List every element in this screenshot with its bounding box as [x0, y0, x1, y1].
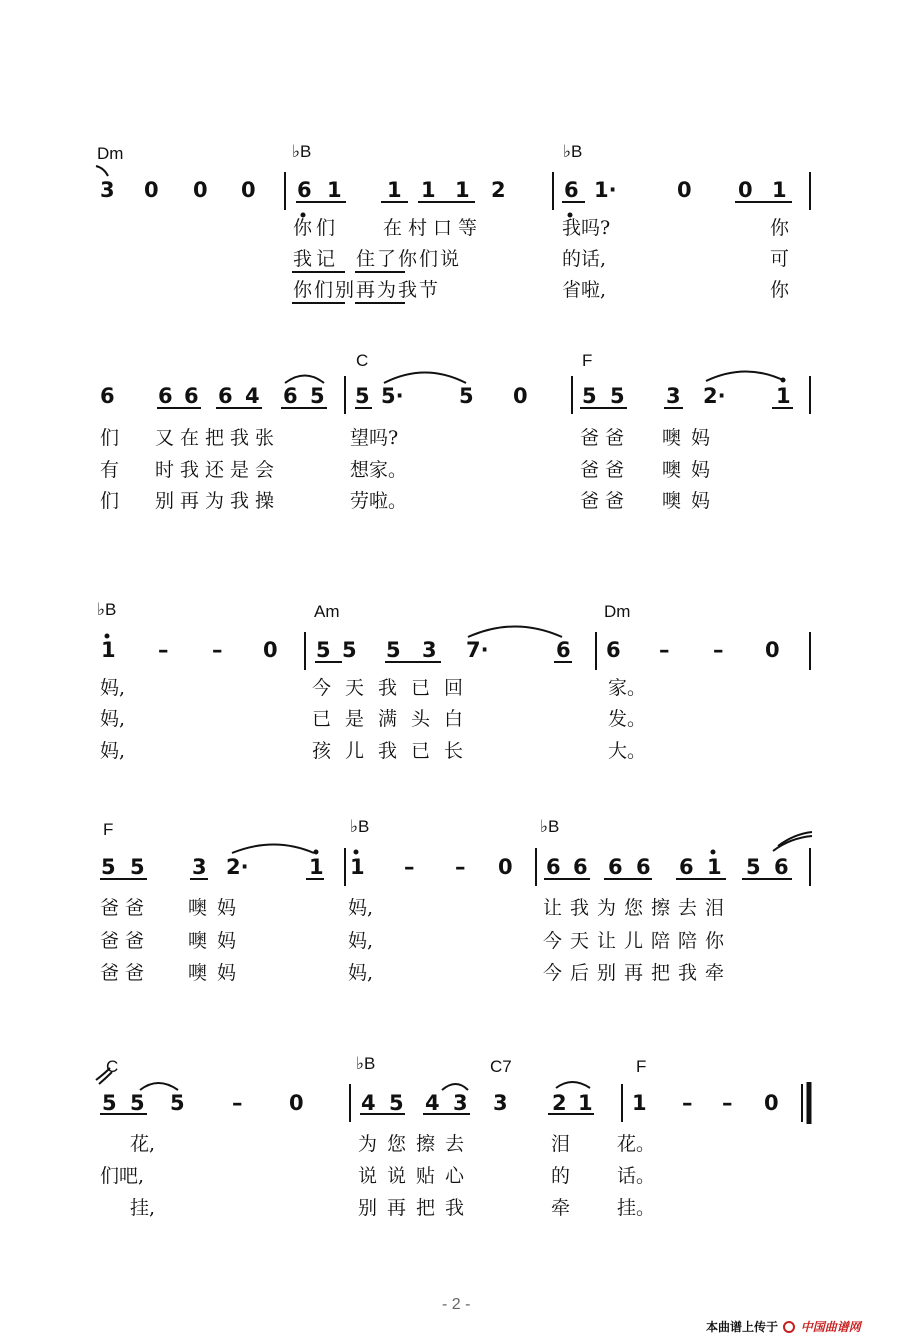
note: 5: [316, 638, 331, 662]
lyric: 你们: [293, 217, 340, 239]
note: 1: [578, 1091, 593, 1115]
lyric: 又在把我张: [155, 427, 281, 449]
lyric: 噢妈: [188, 962, 247, 984]
lyric: 在村口等: [383, 217, 484, 239]
lyric: 有: [100, 459, 120, 481]
note: 6: [564, 178, 579, 202]
note: 1: [707, 855, 722, 879]
note: 2·: [703, 384, 726, 408]
lyric: 妈,: [348, 930, 374, 952]
lyric: 噢妈: [662, 459, 721, 481]
note: 6: [774, 855, 789, 879]
note: 3: [666, 384, 681, 408]
chord-symbol: F: [582, 351, 593, 370]
note: 5: [746, 855, 761, 879]
note: 1: [421, 178, 436, 202]
lyric: 你们别再为我节: [293, 279, 441, 301]
note: 6: [679, 855, 694, 879]
lyric: 的: [551, 1165, 571, 1187]
lyric: 爸爸: [580, 490, 631, 512]
lyric: 爸爸: [100, 930, 151, 952]
note: 1: [776, 384, 791, 408]
lyric: 挂,: [130, 1197, 156, 1219]
note: –: [212, 638, 223, 662]
lyric: 发。: [608, 708, 647, 730]
note: 0: [193, 178, 208, 202]
note: 1: [350, 855, 365, 879]
note: 0: [241, 178, 256, 202]
chord-symbol: Am: [314, 602, 340, 621]
octave-dot-high: [314, 850, 319, 855]
note: –: [722, 1091, 733, 1115]
note: –: [232, 1091, 243, 1115]
note: 5: [610, 384, 625, 408]
note: 1: [309, 855, 324, 879]
note: 1: [772, 178, 787, 202]
note: 5: [342, 638, 357, 662]
note: 5: [389, 1091, 404, 1115]
lyric: 爸爸: [580, 459, 631, 481]
note: 6: [184, 384, 199, 408]
slur: [384, 373, 466, 384]
chord-symbol: C: [106, 1057, 119, 1076]
lyric: 大。: [608, 740, 647, 762]
note: 3: [422, 638, 437, 662]
note: 6: [158, 384, 173, 408]
note: 4: [361, 1091, 376, 1115]
chord-symbol: C: [356, 351, 369, 370]
octave-dot-high: [781, 378, 786, 383]
lyric: 爸爸: [580, 427, 631, 449]
lyric: 们: [100, 427, 120, 449]
slur: [468, 627, 562, 638]
lyric: 我吗?: [562, 217, 611, 239]
note: 0: [765, 638, 780, 662]
note: 5·: [381, 384, 404, 408]
chord-symbol: ♭B: [540, 817, 560, 836]
note: 6: [556, 638, 571, 662]
note: 6: [218, 384, 233, 408]
note: 0: [738, 178, 753, 202]
note: 0: [764, 1091, 779, 1115]
lyric: 话。: [617, 1165, 656, 1187]
lyric: 我记: [293, 248, 340, 270]
lyric: 今后别再把我牵: [543, 962, 733, 984]
note: 5: [130, 855, 145, 879]
note: 7·: [466, 638, 489, 662]
lyric: 们吧,: [100, 1165, 145, 1187]
site-logo-icon: [783, 1321, 795, 1333]
note: 5: [386, 638, 401, 662]
note: 0: [144, 178, 159, 202]
note: –: [682, 1091, 693, 1115]
chord-symbol: Dm: [97, 144, 124, 163]
lyric: 噢妈: [188, 930, 247, 952]
lyric: 的话,: [562, 248, 607, 270]
note: 5: [170, 1091, 185, 1115]
footer-site: 中国曲谱网: [800, 1320, 861, 1334]
chord-symbol: F: [103, 820, 114, 839]
note: –: [713, 638, 724, 662]
lyric: 时我还是会: [155, 459, 281, 481]
note: 5: [310, 384, 325, 408]
lyric: 妈,: [348, 897, 374, 919]
note: 0: [513, 384, 528, 408]
lyric: 劳啦。: [350, 490, 408, 512]
note: 6: [608, 855, 623, 879]
note: 2: [491, 178, 506, 202]
chord-symbol: C7: [490, 1057, 512, 1076]
chord-symbol: Dm: [604, 602, 631, 621]
note: 6: [100, 384, 115, 408]
note: –: [659, 638, 670, 662]
lyric: 别再把我: [358, 1197, 475, 1219]
note: –: [404, 855, 415, 879]
chord-symbol: ♭B: [97, 600, 117, 619]
page-number: - 2 -: [442, 1296, 471, 1313]
note: –: [158, 638, 169, 662]
note: 0: [498, 855, 513, 879]
lyric: 妈,: [100, 740, 126, 762]
note: 1: [632, 1091, 647, 1115]
lyric: 挂。: [617, 1197, 656, 1219]
lyric: 泪: [551, 1133, 571, 1155]
chord-symbol: F: [636, 1057, 647, 1076]
chord-symbol: ♭B: [292, 142, 312, 161]
note: 5: [582, 384, 597, 408]
lyric: 你: [770, 279, 790, 301]
lyric: 住了你们说: [356, 248, 462, 270]
note: 3: [453, 1091, 468, 1115]
octave-dot-high: [354, 850, 359, 855]
chord-symbol: ♭B: [563, 142, 583, 161]
footer-credit: [706, 1318, 861, 1335]
chord-symbol: ♭B: [356, 1054, 376, 1073]
note: 6: [636, 855, 651, 879]
lyric: 让我为您擦去泪: [543, 897, 733, 919]
lyric: 花。: [617, 1133, 656, 1155]
slur: [556, 1082, 590, 1088]
lyric: 孩儿我已长: [312, 740, 478, 762]
lyric: 别再为我操: [155, 490, 281, 512]
lyric: 你: [770, 217, 790, 239]
lyric: 花,: [130, 1133, 156, 1155]
grace-hook: [96, 166, 108, 176]
note: 6: [297, 178, 312, 202]
lyric: 爸爸: [100, 897, 151, 919]
lyric: 妈,: [100, 677, 126, 699]
lyric: 噢妈: [662, 427, 721, 449]
note: 0: [289, 1091, 304, 1115]
note: 1: [387, 178, 402, 202]
slur: [442, 1084, 468, 1090]
note: 5: [101, 855, 116, 879]
note: 5: [102, 1091, 117, 1115]
chord-symbol: ♭B: [350, 817, 370, 836]
note: 4: [425, 1091, 440, 1115]
lyric: 噢妈: [188, 897, 247, 919]
lyric: 已是满头白: [312, 708, 478, 730]
lyric: 为您擦去: [358, 1133, 475, 1155]
lyric: 今天我已回: [312, 677, 478, 699]
note: 5: [130, 1091, 145, 1115]
lyric: 可: [770, 248, 790, 270]
lyric: 想家。: [350, 459, 408, 481]
lyric: 省啦,: [562, 279, 607, 301]
lyric: 妈,: [100, 708, 126, 730]
lyric: 今天让儿陪陪你: [543, 930, 733, 952]
lyric: 牵: [551, 1197, 571, 1219]
note: 0: [263, 638, 278, 662]
note: 1: [101, 638, 116, 662]
slur: [140, 1083, 178, 1090]
lyric: 妈,: [348, 962, 374, 984]
note: 6: [283, 384, 298, 408]
lyric: 说说贴心: [358, 1165, 475, 1187]
lyric: 家。: [608, 677, 647, 699]
note: 3: [493, 1091, 508, 1115]
slur: [232, 845, 314, 854]
note: 2·: [226, 855, 249, 879]
lyric: 们: [100, 490, 120, 512]
footer-text: 本曲谱上传于: [706, 1320, 779, 1334]
note: 1: [327, 178, 342, 202]
lyric: 爸爸: [100, 962, 151, 984]
note: 5: [355, 384, 370, 408]
octave-dot-high: [711, 850, 716, 855]
note: 6: [546, 855, 561, 879]
note: 1·: [594, 178, 617, 202]
note: 3: [192, 855, 207, 879]
note: 1: [455, 178, 470, 202]
note: –: [455, 855, 466, 879]
lyric: 噢妈: [662, 490, 721, 512]
note: 5: [459, 384, 474, 408]
note: 0: [677, 178, 692, 202]
slur: [706, 372, 785, 382]
note: 4: [245, 384, 260, 408]
note: 2: [552, 1091, 567, 1115]
note: 6: [573, 855, 588, 879]
slur: [285, 376, 324, 384]
note: 6: [606, 638, 621, 662]
lyric: 望吗?: [350, 427, 399, 449]
note: 3: [100, 178, 115, 202]
